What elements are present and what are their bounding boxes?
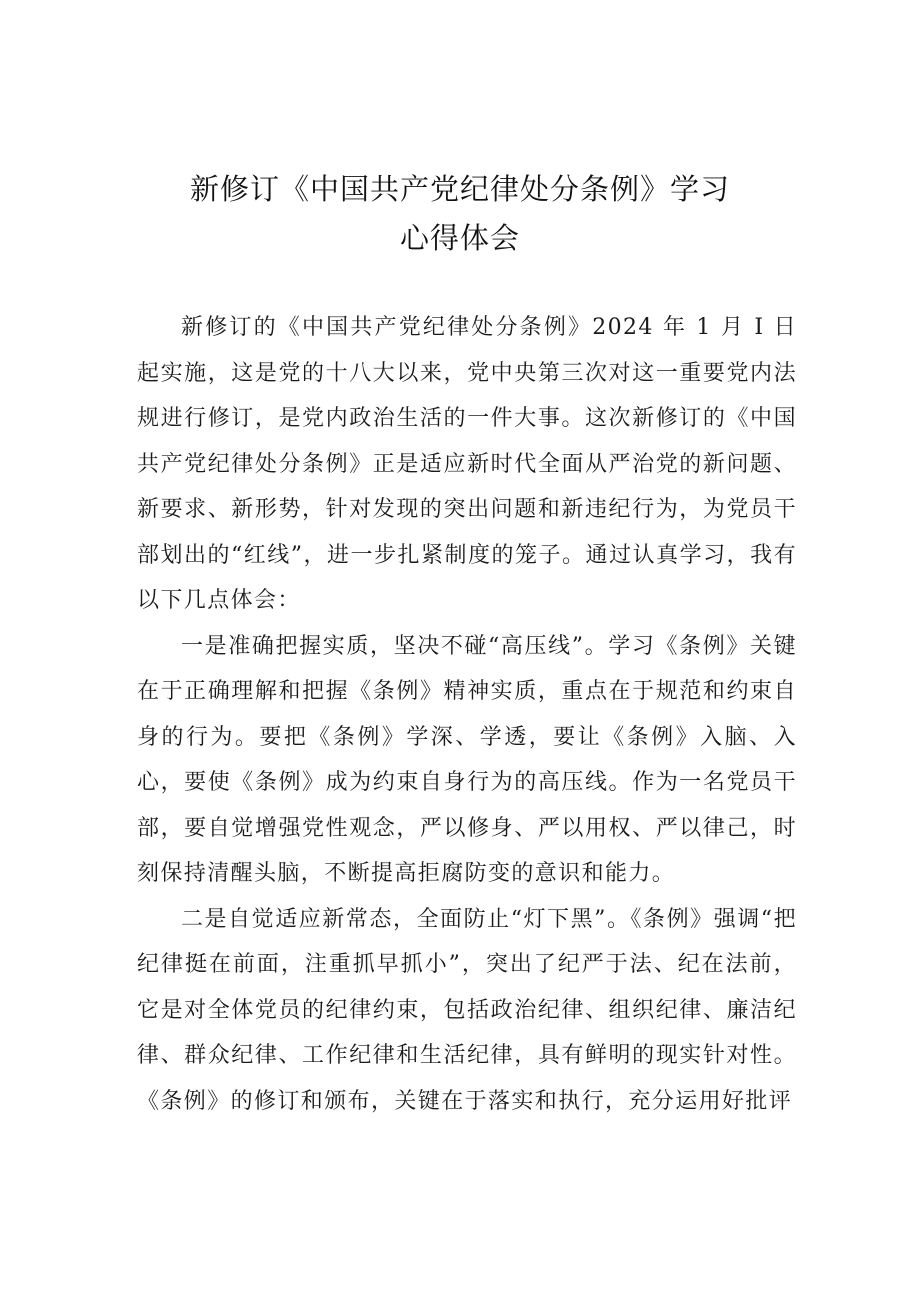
paragraph-intro: 新修订的《中国共产党纪律处分条例》2024 年 1 月 I 日起实施，这是党的十八大以来，党中央第三次对这一重要党内法规进行修订，是党内政治生活的一件大事。这次新修订的《中国共产党纪律处分条例》正是适应新时代全面从严治党的新问题、新要求、新形势，针对发现的突出问题和新违纪行为，为党员干部划出的“红线”，进一步扎紧制度的笼子。通过认真学习，我有以下几点体会：: [137, 315, 797, 613]
title-line-1: 新修订《中国共产党纪律处分条例》学习: [189, 172, 730, 206]
paragraph-point-one: 一是准确把握实质，坚决不碰“高压线”。学习《条例》关键在于正确理解和把握《条例》精神实质，重点在于规范和约束自身的行为。要把《条例》学深、学透，要让《条例》入脑、入心，要使《条例》成为约束自身行为的高压线。作为一名党员干部，要自觉增强党性观念，严以修身、严以用权、严以律己，时刻保持清醒头脑，不断提高拒腐防变的意识和能力。: [137, 633, 797, 886]
paragraph-point-two: 二是自觉适应新常态，全面防止“灯下黑”。《条例》强调“把纪律挺在前面，注重抓早抓小”，突出了纪严于法、纪在法前，它是对全体党员的纪律约束，包括政治纪律、组织纪律、廉洁纪律、群众纪律、工作纪律和生活纪律，具有鲜明的现实针对性。《条例》的修订和颁布，关键在于落实和执行，充分运用好批评: [137, 906, 797, 1114]
title-line-2: 心得体会: [399, 221, 520, 255]
document-body: [137, 305, 797, 1124]
document-title: [140, 165, 780, 263]
